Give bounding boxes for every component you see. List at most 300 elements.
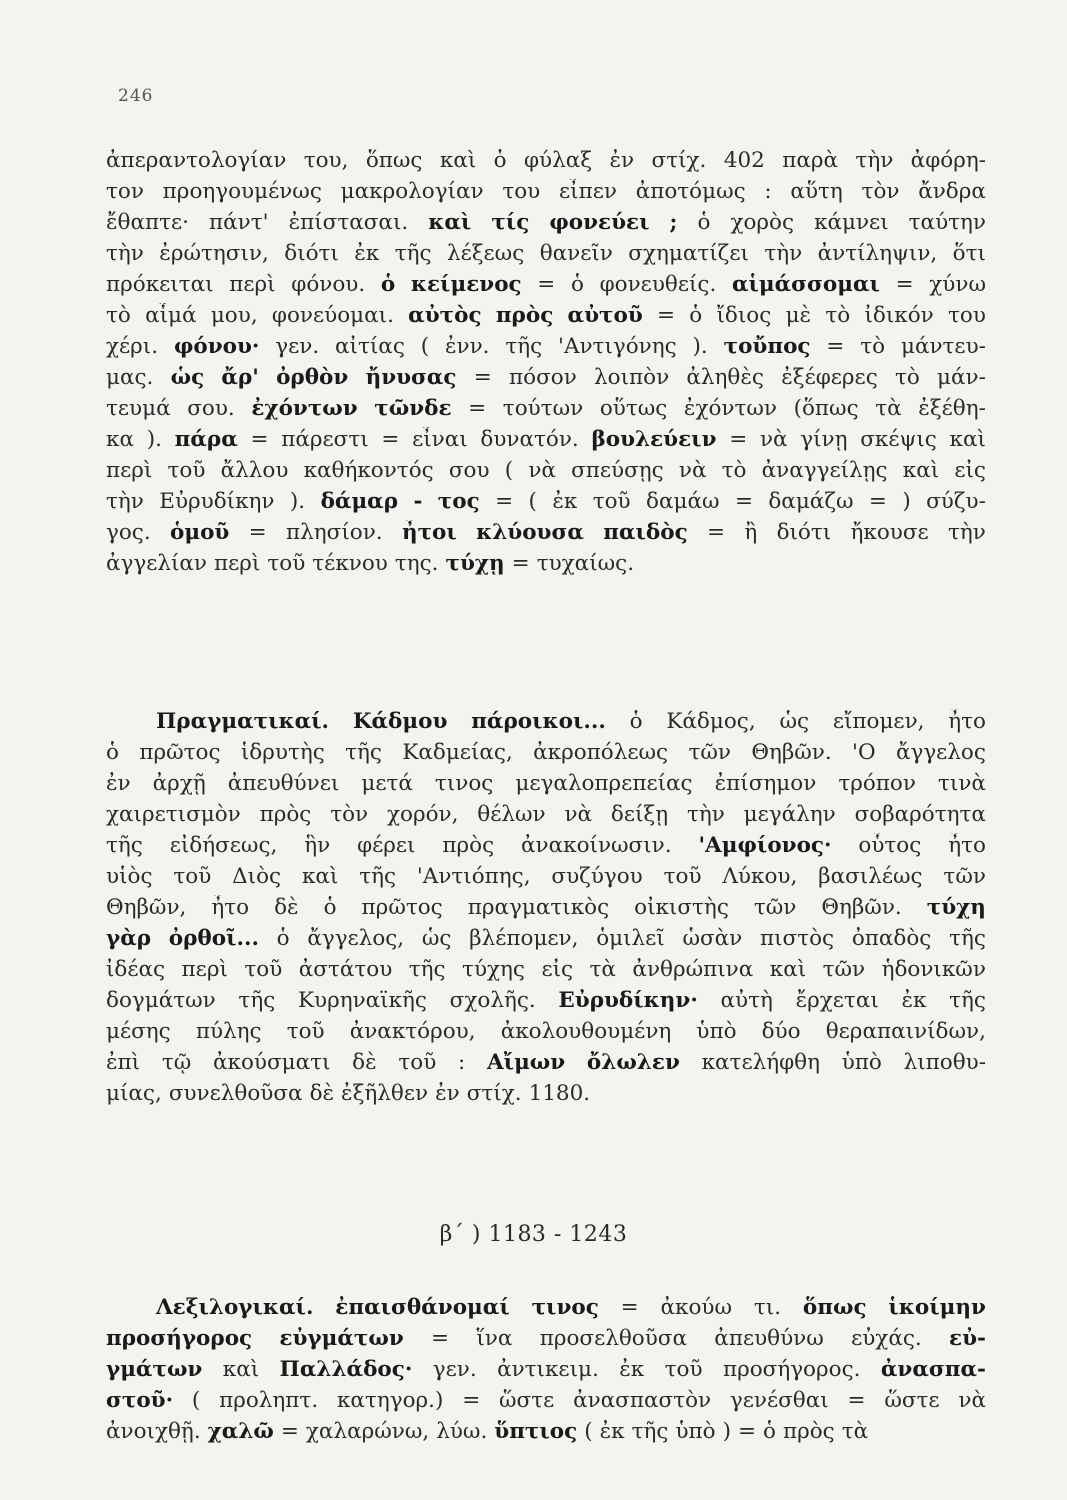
word: τοῦ <box>173 864 212 889</box>
lemma-term: ὡς <box>170 365 205 390</box>
word: σου. <box>187 396 235 421</box>
factual-notes-paragraph <box>106 709 986 1112</box>
word: τι. <box>753 1295 782 1320</box>
word: = <box>657 303 676 328</box>
word: εἴπομεν, <box>832 709 925 734</box>
lexical-notes-paragraph <box>106 148 986 582</box>
word: τῆς <box>505 334 543 359</box>
word: πλησίον. <box>286 520 383 545</box>
word: τούτων <box>502 396 584 421</box>
word: Θηβῶν. <box>821 895 902 920</box>
word: ἀστάτου <box>298 957 393 982</box>
word: ὥστε <box>499 1388 555 1413</box>
text-line <box>106 489 986 520</box>
word: ἀπεραντολογίαν <box>106 148 287 173</box>
word: μίας, <box>106 1081 162 1106</box>
text-line <box>106 957 986 988</box>
word: προληπτ. <box>219 1388 319 1413</box>
lemma-term: τύχῃ <box>445 551 505 576</box>
word: = <box>707 520 726 545</box>
word: μὲ <box>785 303 812 328</box>
word: τῆς <box>238 988 276 1013</box>
word: τὸ <box>106 303 131 328</box>
word: ἄγγελος, <box>307 926 405 951</box>
word: ἔθαπτε· <box>106 210 189 235</box>
word: λέξεως <box>446 241 525 266</box>
lemma-term: ἱκοίμην <box>888 1295 986 1320</box>
lemma-term: χαλῶ <box>207 1419 274 1444</box>
word: = <box>729 427 748 452</box>
word: τοῦ <box>244 957 283 982</box>
lemma-term: τίς <box>491 210 530 235</box>
word: = <box>868 489 887 514</box>
word: υἱὸς <box>106 864 153 889</box>
lemma-term: - <box>413 489 423 514</box>
word: τῆς <box>345 740 382 765</box>
word: Θηβῶν. <box>751 740 832 765</box>
word: ἱδρυτὴς <box>240 740 325 765</box>
lemma-term: γμάτων <box>106 1357 203 1382</box>
word: φύλαξ <box>524 148 593 173</box>
lemma-term: φονεύει <box>549 210 650 235</box>
word: χορόν, <box>386 802 459 827</box>
word: ἀνθρώπινα <box>632 957 754 982</box>
text-line <box>106 427 986 458</box>
word: ὅτι <box>952 241 986 266</box>
word: = <box>248 520 267 545</box>
word: οὗτος <box>858 833 922 858</box>
lemma-term: ; <box>669 210 678 235</box>
lemma-term: κλύουσα <box>476 520 584 545</box>
word: Θηβῶν, <box>106 895 187 920</box>
word: ἀπευθύνει <box>227 771 340 796</box>
word: νὰ <box>528 458 556 483</box>
word: αἰτίας <box>335 334 405 359</box>
word: ἡδονικῶν <box>881 957 986 982</box>
text-line <box>106 988 986 1019</box>
word: ἀληθὲς <box>686 365 764 390</box>
word: τὰ <box>589 957 616 982</box>
word: 'Αντιόπης, <box>416 864 531 889</box>
word: = <box>734 489 753 514</box>
word: τῆς <box>106 833 143 858</box>
word: κατηγορ.) <box>336 1388 444 1413</box>
word: πρῶτος <box>139 740 221 765</box>
word: Κάδμος, <box>666 709 756 734</box>
word: καὶ <box>949 427 986 452</box>
word: ὡς <box>779 709 810 734</box>
word: σοβαρότητα <box>854 802 986 827</box>
text-line <box>106 1081 986 1112</box>
lemma-term: κείμενος <box>410 272 522 297</box>
word: : <box>458 1050 466 1075</box>
word: ἀνασπαστὸν <box>573 1388 712 1413</box>
word: του <box>947 303 986 328</box>
text-line <box>106 1050 986 1081</box>
word: δαμάω <box>646 489 720 514</box>
text-line <box>106 365 986 396</box>
word: μέσης <box>106 1019 171 1044</box>
word: τῶν <box>688 740 731 765</box>
word: ἣν <box>304 833 331 858</box>
lemma-term: ὁ <box>380 272 396 297</box>
word: ἀκολουθουμένη <box>500 1019 672 1044</box>
word: τὴν <box>686 802 725 827</box>
word: ἐκ <box>901 988 927 1013</box>
text-line <box>106 520 986 551</box>
lemma-term: ἄρ' <box>221 365 259 390</box>
word: πάντ' <box>209 210 269 235</box>
lemma-term: δάμαρ <box>320 489 399 514</box>
word: λιποθυ- <box>903 1050 986 1075</box>
text-line <box>106 895 986 926</box>
word: μακρολογίαν <box>340 179 484 204</box>
word: θέλων <box>477 802 546 827</box>
text-line <box>106 926 986 957</box>
word: μας. <box>106 365 154 390</box>
word: ἐρώτησιν, <box>159 241 269 266</box>
word: ἦτο <box>948 709 986 734</box>
word: τινὰ <box>938 771 986 796</box>
text-line <box>106 1295 986 1326</box>
word: ἐνν. <box>444 334 490 359</box>
lemma-term: προσήγορος <box>106 1326 253 1351</box>
word: κατελήφθη <box>701 1050 820 1075</box>
word: τῷ <box>161 1050 192 1075</box>
word: τὸ <box>721 458 747 483</box>
word: τῶν <box>822 957 866 982</box>
word: 1180. <box>528 1081 591 1106</box>
word: συνελθοῦσα <box>168 1081 303 1106</box>
word: ἦτο <box>948 833 986 858</box>
word: καὶ <box>301 864 339 889</box>
word: περὶ <box>229 272 276 297</box>
word: ). <box>146 427 162 452</box>
word: ὁ <box>323 895 337 920</box>
word: ἀνακτόρου, <box>349 1019 476 1044</box>
word: τοῦ <box>398 1050 437 1075</box>
word: μάν- <box>937 365 986 390</box>
word: = <box>250 427 269 452</box>
word: ὁ <box>493 148 507 173</box>
word: ὑπὸ <box>675 1419 716 1444</box>
word: μου, <box>210 303 258 328</box>
word: τὰ <box>841 1419 869 1444</box>
text-line <box>106 272 986 303</box>
word: οὕτως <box>599 396 668 421</box>
lemma-term: 'Αμφίονος· <box>698 833 832 858</box>
word: εἰς <box>541 957 574 982</box>
lemma-term: ὀρθοῖ... <box>168 926 259 951</box>
word: φονεύομαι. <box>271 303 394 328</box>
lemma-term: ἀνασπα- <box>880 1357 986 1382</box>
word: πρόκειται <box>106 272 214 297</box>
word: τέκνου <box>312 551 388 576</box>
word: τοῦ <box>664 1357 703 1382</box>
word: ὁ <box>106 740 119 765</box>
word: πρὸς <box>259 802 312 827</box>
word: ὡς <box>421 926 452 951</box>
word: ἄγγελος <box>895 740 986 765</box>
lemma-term: ὁμοῦ <box>170 520 230 545</box>
word: δὲ <box>352 1050 377 1075</box>
word: πρὸς <box>442 833 495 858</box>
word: ἀνοιχθῇ. <box>106 1419 201 1444</box>
word: Εὐρυδίκην <box>159 489 275 514</box>
word: ἰδικόν <box>864 303 934 328</box>
word: τρόπον <box>838 771 916 796</box>
word: ( <box>504 458 514 483</box>
word: ἐν <box>106 771 131 796</box>
lemma-term: ὕπτιος <box>494 1419 578 1444</box>
word: γεν. <box>275 334 320 359</box>
word: ἴδιος <box>716 303 772 328</box>
text-line <box>106 179 986 210</box>
word: αὕτη <box>790 179 843 204</box>
word: ἵνα <box>476 1326 513 1351</box>
word: λοιπὸν <box>594 365 670 390</box>
word: τυχαίως. <box>536 551 635 576</box>
word: δαμάζω <box>768 489 854 514</box>
word: τὴν <box>764 241 803 266</box>
lemma-term: Εὐρυδίκην· <box>558 988 698 1013</box>
word: τῶν <box>753 895 797 920</box>
word: ἀνακοίνωσιν. <box>521 833 672 858</box>
text-line <box>106 740 986 771</box>
word: πρῶτος <box>361 895 443 920</box>
word: γενέσθαι <box>729 1388 829 1413</box>
text-line <box>106 396 986 427</box>
word: ἤκουσε <box>850 520 929 545</box>
word: δύο <box>761 1019 801 1044</box>
word: παρὰ <box>782 148 839 173</box>
word: ἀγγελίαν <box>106 551 208 576</box>
word: πραγματικὸς <box>467 895 610 920</box>
lemma-term: ὅπως <box>802 1295 867 1320</box>
word: ἐκ <box>354 241 380 266</box>
lemma-term: βουλεύειν <box>591 427 717 452</box>
word: ἀφόρη- <box>910 148 986 173</box>
word: φονευθείς. <box>599 272 717 297</box>
lemma-term: ὄλωλεν <box>586 1050 680 1075</box>
word: συζύγου <box>551 864 643 889</box>
lemma-term: πάροικοι... <box>471 709 606 734</box>
word: σπεύσῃς <box>571 458 664 483</box>
word: ὥστε <box>884 1388 940 1413</box>
word: τὸ <box>894 365 920 390</box>
word: ὅπως <box>365 148 423 173</box>
word: νὰ <box>678 458 707 483</box>
word: ὁ <box>570 272 584 297</box>
lemma-term: τινος <box>531 1295 599 1320</box>
word: καὶ <box>439 148 477 173</box>
text-line <box>106 458 986 489</box>
text-line <box>106 1326 986 1357</box>
word: διότι <box>284 241 339 266</box>
word: τοῦ <box>663 864 702 889</box>
word: 'Ο <box>852 740 876 765</box>
word: ὁμιλεῖ <box>596 926 665 951</box>
word: ). <box>289 489 306 514</box>
word: ἐχόντων <box>683 396 777 421</box>
text-line <box>106 864 986 895</box>
word: τον <box>106 179 144 204</box>
word: καὶ <box>222 1357 260 1382</box>
word: τῆς <box>408 957 446 982</box>
word: τῶν <box>943 864 986 889</box>
lemma-term: ἐχόντων <box>251 396 358 421</box>
word: Λύκου, <box>722 864 798 889</box>
word: ὑπὸ <box>696 1019 737 1044</box>
word: ἦτο <box>211 895 250 920</box>
word: σχηματίζει <box>628 241 749 266</box>
text-line <box>106 1019 986 1050</box>
word: τῆς <box>631 1419 669 1444</box>
word: νὰ <box>759 427 788 452</box>
word: ὁ <box>629 709 643 734</box>
word: = <box>826 334 845 359</box>
word: πύλης <box>195 1019 262 1044</box>
word: καὶ <box>769 957 807 982</box>
word: περὶ <box>106 458 153 483</box>
word: : <box>764 179 772 204</box>
word: ἐπίσημον <box>714 771 817 796</box>
word: σκέψις <box>860 427 937 452</box>
lemma-term: στοῦ· <box>106 1388 174 1413</box>
word: ( <box>528 489 537 514</box>
word: τὸ <box>860 334 886 359</box>
word: (ὅπως <box>793 396 859 421</box>
word: = <box>280 1419 299 1444</box>
lemma-term: Κάδμου <box>352 709 448 734</box>
word: εἰδήσεως, <box>169 833 278 858</box>
lemma-term: πάρα <box>174 427 238 452</box>
word: τὰ <box>875 396 902 421</box>
word: πόσον <box>509 365 577 390</box>
word: ἐπίστασαι. <box>288 210 409 235</box>
lemma-term: αὐτοῦ <box>567 303 643 328</box>
word: οἰκιστὴς <box>634 895 729 920</box>
text-line <box>106 1419 986 1450</box>
word: = <box>431 1326 450 1351</box>
word: τοῦ <box>267 551 306 576</box>
word: τὴν <box>106 489 144 514</box>
word: πάρεστι <box>281 427 369 452</box>
word: ἀντικειμ. <box>497 1357 599 1382</box>
text-line <box>106 771 986 802</box>
text-line <box>106 802 986 833</box>
word: τὸν <box>330 802 369 827</box>
word: τῆς <box>359 864 397 889</box>
word: εἶναι <box>412 427 468 452</box>
word: θανεῖν <box>539 241 613 266</box>
word: διότι <box>776 520 832 545</box>
word: = <box>495 489 514 514</box>
word: ἀπευθύνω <box>714 1326 824 1351</box>
word: δὲ <box>274 895 299 920</box>
word: ἢ <box>744 520 758 545</box>
word: λύω. <box>436 1419 488 1444</box>
text-line <box>106 551 986 582</box>
word: = <box>511 551 530 576</box>
word: γίνῃ <box>800 427 848 452</box>
word: ἐξῆλθεν <box>341 1081 429 1106</box>
word: = <box>468 396 487 421</box>
word: ὁ <box>763 1419 776 1444</box>
lemma-term: τοὔπος <box>723 334 811 359</box>
lemma-term: Πραγματικαί. <box>156 709 330 734</box>
word: νὰ <box>564 802 593 827</box>
word: δείξῃ <box>610 802 669 827</box>
lemma-term: αἱμάσσομαι <box>731 272 880 297</box>
text-line <box>106 709 986 740</box>
word: τὴν <box>855 148 894 173</box>
word: ἰδέας <box>106 957 166 982</box>
text-line <box>106 210 986 241</box>
word: ἀποτόμως <box>635 179 746 204</box>
lemma-term: παιδὸς <box>603 520 688 545</box>
word: σου <box>448 458 490 483</box>
section-heading: β΄ ) 1183 - 1243 <box>439 1222 628 1247</box>
word: ( <box>584 1419 593 1444</box>
word: δογμάτων <box>106 988 216 1013</box>
lemma-term: Λεξιλογικαί. <box>156 1295 314 1320</box>
word: μάντευ- <box>900 334 986 359</box>
word: ὁ <box>697 210 711 235</box>
word: εὐχάς. <box>851 1326 922 1351</box>
word: ἀντίληψιν, <box>817 241 938 266</box>
word: Κυρηναϊκῆς <box>297 988 427 1013</box>
word: μεγαλοπρεπείας <box>515 771 693 796</box>
lemma-term: ἦτοι <box>401 520 457 545</box>
word: τῆς <box>394 241 432 266</box>
word: γος. <box>106 520 151 545</box>
word: ὡσὰν <box>682 926 743 951</box>
lemma-term: τος <box>437 489 480 514</box>
text-line <box>106 303 986 334</box>
word: φέρει <box>357 833 416 858</box>
word: ἄνδρα <box>918 179 986 204</box>
word: Διὸς <box>232 864 282 889</box>
lemma-term: γὰρ <box>106 926 152 951</box>
word: τῆς <box>949 926 986 951</box>
word: ἐκ <box>619 1357 645 1382</box>
lemma-term: εὐγμάτων <box>279 1326 404 1351</box>
word: τὸ <box>825 303 851 328</box>
word: σύζυ- <box>926 489 986 514</box>
lemma-term: τῶνδε <box>374 396 452 421</box>
word: αἷμά <box>145 303 197 328</box>
word: περὶ <box>181 957 228 982</box>
word: ἔρχεται <box>795 988 879 1013</box>
word: χέρι. <box>106 334 159 359</box>
word: φόνου. <box>291 272 366 297</box>
word: στίχ. <box>466 1081 522 1106</box>
word: ἐν <box>609 148 635 173</box>
word: του, <box>303 148 349 173</box>
word: χαλαρώνω, <box>305 1419 430 1444</box>
lemma-term: καὶ <box>428 210 472 235</box>
lemma-term: Παλλάδος· <box>279 1357 413 1382</box>
word: περὶ <box>214 551 261 576</box>
word: τύχης <box>462 957 525 982</box>
word: Καδμείας, <box>402 740 513 765</box>
word: χαιρετισμὸν <box>106 802 241 827</box>
word: ἐκ <box>552 489 578 514</box>
word: ὑπὸ <box>841 1050 882 1075</box>
word: τοῦ <box>592 489 631 514</box>
word: = <box>847 1388 866 1413</box>
